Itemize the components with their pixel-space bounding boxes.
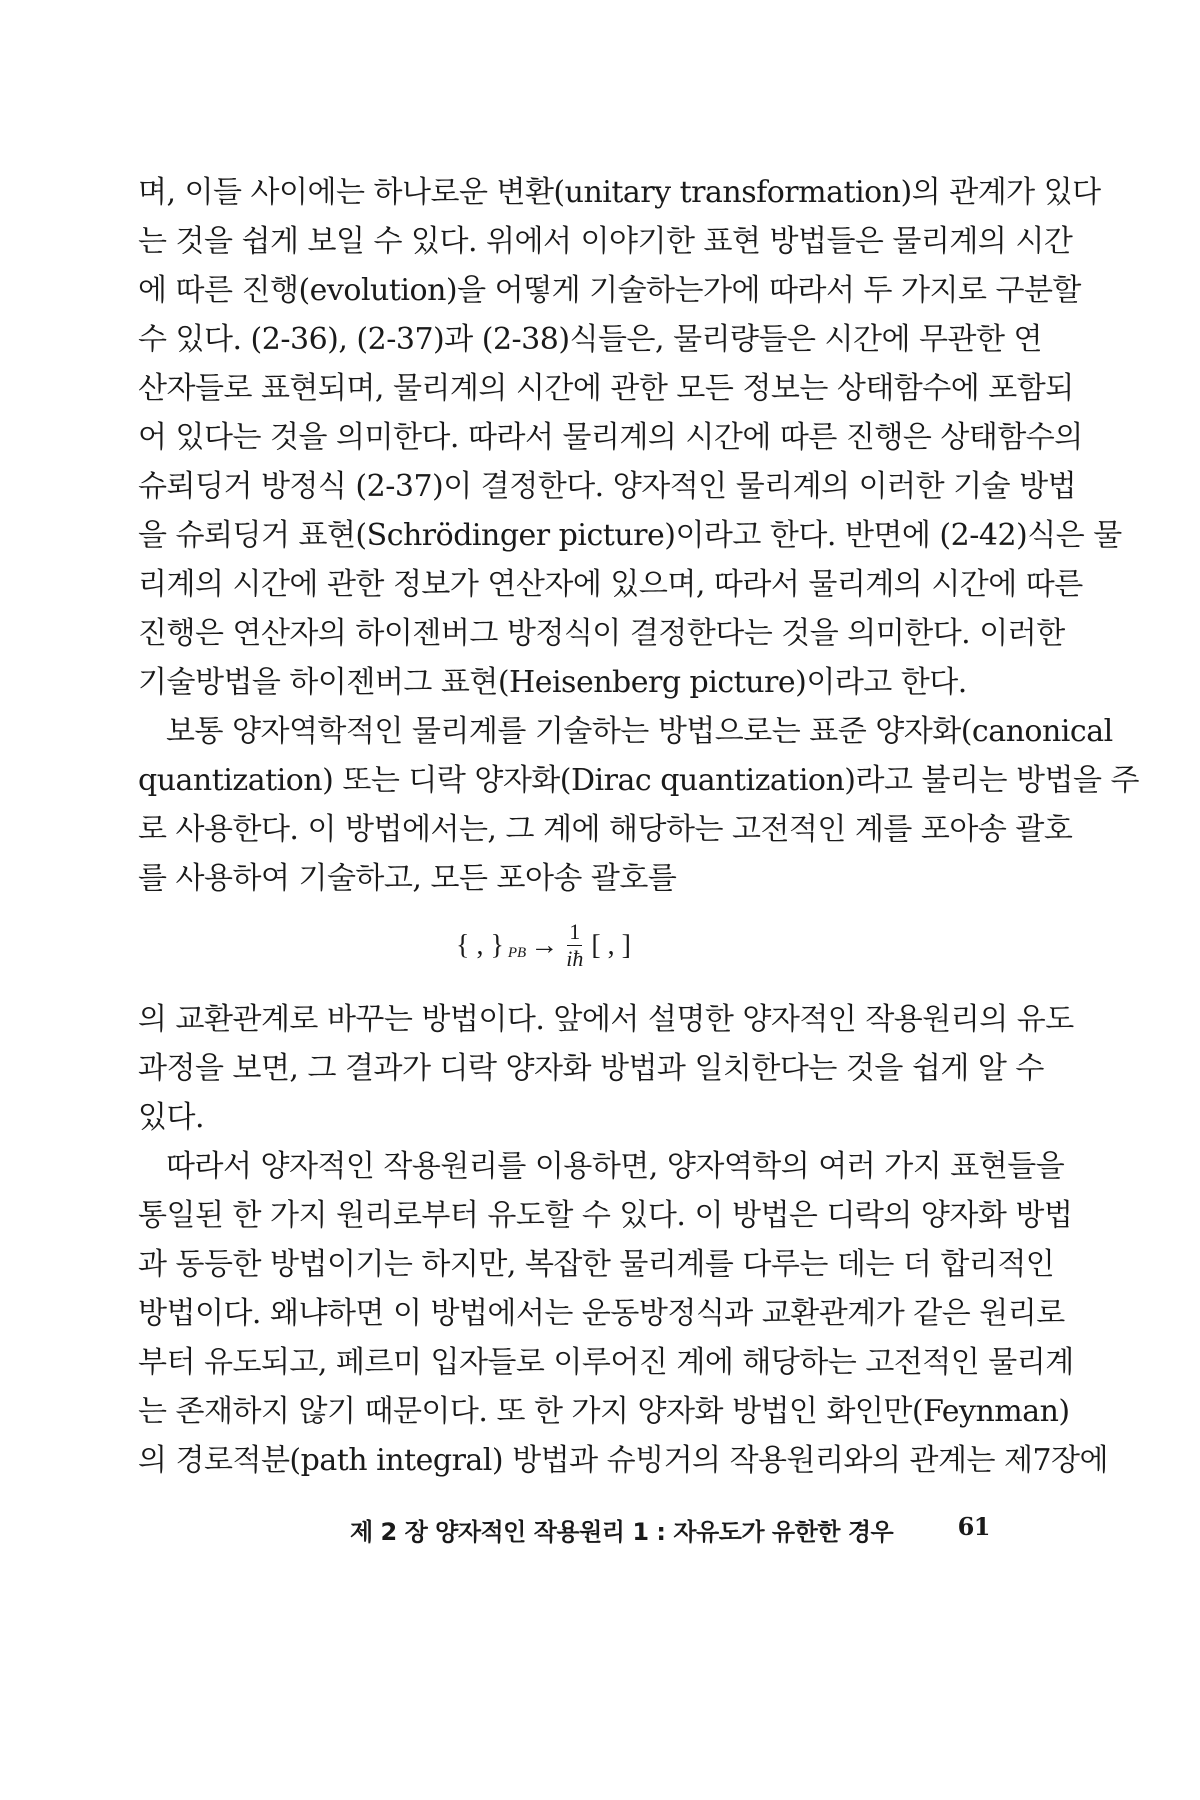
equation-denominator: iħ <box>566 946 584 971</box>
paragraph-3 <box>138 995 1074 1142</box>
text-line: 는 존재하지 않기 때문이다. 또 한 가지 양자화 방법인 화인만(Feynman) <box>138 1394 1070 1429</box>
text-line: 로 사용한다. 이 방법에서는, 그 계에 해당하는 고전적인 계를 포아송 괄호 <box>138 812 1073 847</box>
equation-arrow: → <box>530 929 559 961</box>
text-line: 진행은 연산자의 하이젠버그 방정식이 결정한다는 것을 의미한다. 이러한 <box>138 616 1065 651</box>
text-line: 에 따른 진행(evolution)을 어떻게 기술하는가에 따라서 두 가지로 구분할 <box>138 273 1081 308</box>
text-line: 며, 이들 사이에는 하나로운 변환(unitary transformation)의 관계가 있다 <box>138 175 1101 210</box>
text-line: 따라서 양자적인 작용원리를 이용하면, 양자역학의 여러 가지 표현들을 <box>166 1149 1065 1184</box>
text-line: 과정을 보면, 그 결과가 디락 양자화 방법과 일치한다는 것을 쉽게 알 수 <box>138 1051 1044 1086</box>
text-line: 의 경로적분(path integral) 방법과 슈빙거의 작용원리와의 관계는 제7장에 <box>138 1443 1108 1478</box>
text-line: 을 슈뢰딩거 표현(Schrödinger picture)이라고 한다. 반면에 (2-42)식은 물 <box>138 518 1122 553</box>
equation-fraction <box>566 921 583 970</box>
text-line: 의 교환관계로 바꾸는 방법이다. 앞에서 설명한 양자적인 작용원리의 유도 <box>138 1002 1074 1037</box>
text-line: 기술방법을 하이젠버그 표현(Heisenberg picture)이라고 한다. <box>138 665 967 700</box>
text-line: 통일된 한 가지 원리로부터 유도할 수 있다. 이 방법은 디락의 양자화 방법 <box>138 1198 1073 1233</box>
text-line: 있다. <box>138 1100 204 1135</box>
page-body <box>138 168 1139 1485</box>
text-line: 부터 유도되고, 페르미 입자들로 이루어진 계에 해당하는 고전적인 물리계 <box>138 1345 1074 1380</box>
text-line: 를 사용하여 기술하고, 모든 포아송 괄호를 <box>138 861 677 896</box>
text-line: 수 있다. (2-36), (2-37)과 (2-38)식들은, 물리량들은 시간에 무관한 연 <box>138 322 1042 357</box>
text-line: quantization) 또는 디락 양자화(Dirac quantization)라고 불리는 방법을 주 <box>138 763 1139 798</box>
text-line: 방법이다. 왜냐하면 이 방법에서는 운동방정식과 교환관계가 같은 원리로 <box>138 1296 1065 1331</box>
paragraph-1 <box>138 168 1122 707</box>
text-line: 리계의 시간에 관한 정보가 연산자에 있으며, 따라서 물리계의 시간에 따른 <box>138 567 1083 602</box>
page-number: 61 <box>957 1512 990 1541</box>
equation-subscript: PB <box>507 945 527 961</box>
text-line: 과 동등한 방법이기는 하지만, 복잡한 물리계를 다루는 데는 더 합리적인 <box>138 1247 1055 1282</box>
text-line: 슈뢰딩거 방정식 (2-37)이 결정한다. 양자적인 물리계의 이러한 기술 방법 <box>138 469 1077 504</box>
paragraph-4 <box>138 1142 1108 1485</box>
equation-poisson-bracket: { , } <box>456 929 504 961</box>
equation-poisson-to-commutator <box>138 903 982 995</box>
text-line: 산자들로 표현되며, 물리계의 시간에 관한 모든 정보는 상태함수에 포함되 <box>138 371 1074 406</box>
running-footer-chapter: 제 2 장 양자적인 작용원리 1 : 자유도가 유한한 경우 <box>350 1518 894 1546</box>
equation-commutator: [ , ] <box>591 929 631 961</box>
page-footer <box>350 1512 990 1547</box>
text-line: 는 것을 쉽게 보일 수 있다. 위에서 이야기한 표현 방법들은 물리계의 시간 <box>138 224 1073 259</box>
text-line: 보통 양자역학적인 물리계를 기술하는 방법으로는 표준 양자화(canonical <box>166 714 1113 749</box>
text-line: 어 있다는 것을 의미한다. 따라서 물리계의 시간에 따른 진행은 상태함수의 <box>138 420 1083 455</box>
equation-numerator: 1 <box>569 919 581 944</box>
paragraph-2 <box>138 707 1139 903</box>
